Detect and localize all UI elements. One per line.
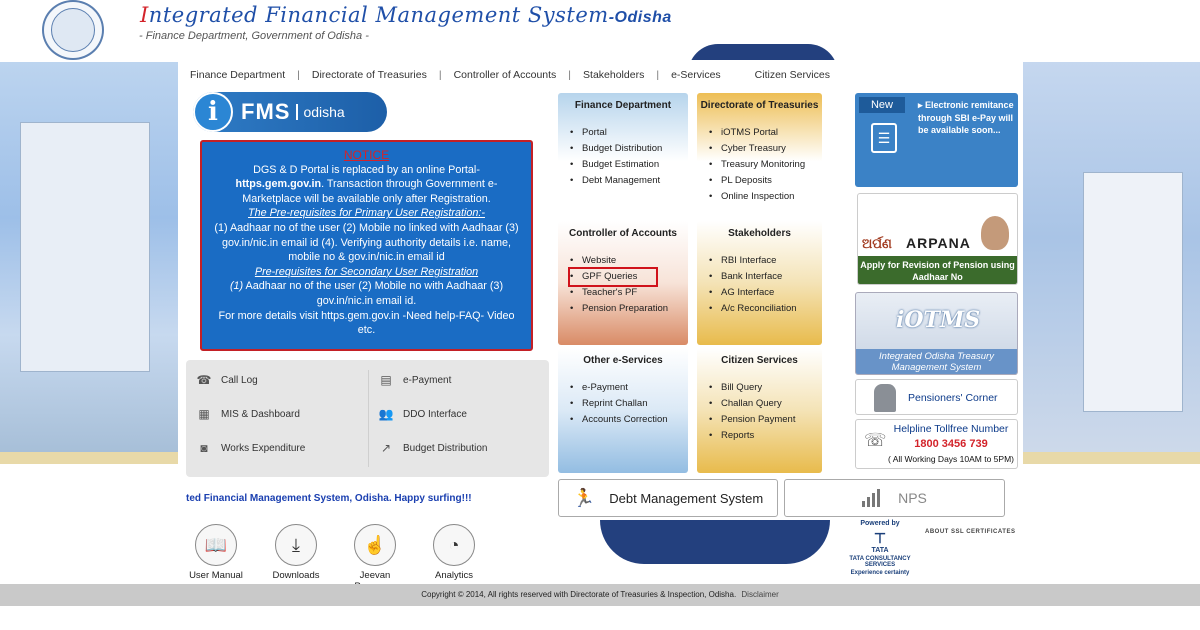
link-website[interactable]: • Website (570, 253, 688, 269)
notice-secondary-text: (1) Aadhaar no of the user (2) Mobile no with Aadhaar (3) gov.in/nic.in email id. (229, 280, 504, 307)
arpana-odia-text: ଅର୍ପଣ (862, 236, 892, 251)
iotms-logo-text: iOTMS (896, 307, 981, 333)
ifms-logo[interactable] (193, 92, 387, 132)
book-icon: 📖 (195, 524, 237, 566)
quick-link-mis-dashboard[interactable]: ▦ MIS & Dashboard (196, 408, 300, 421)
box-title: Stakeholders (728, 228, 791, 239)
pensioner-icon (874, 384, 896, 412)
box-title: Other e-Services (583, 355, 663, 366)
pie-chart-icon: ◔ (433, 524, 475, 566)
quick-link-ddo-interface[interactable]: 👥 DDO Interface (378, 407, 467, 421)
notice-primary-heading: The Pre-requisites for Primary User Registration:- (248, 207, 485, 220)
ssl-certificates-link[interactable]: ABOUT SSL CERTIFICATES (925, 529, 1016, 535)
nav-separator: | (297, 69, 300, 81)
chart-icon: ▦ (198, 407, 210, 421)
link-reports[interactable]: • Reports (709, 428, 822, 444)
touch-icon: ☝ (354, 524, 396, 566)
link-budget-distribution[interactable]: • Budget Distribution (570, 141, 688, 157)
notice-panel (200, 140, 533, 351)
downloads-link[interactable]: ⤓ Downloads (261, 524, 331, 581)
debt-management-system-button[interactable]: 🏃 Debt Management System (558, 479, 778, 517)
link-ac-reconciliation[interactable]: • A/c Reconciliation (709, 301, 822, 317)
nav-stakeholders[interactable]: Stakeholders (583, 69, 645, 81)
nav-directorate-of-treasuries[interactable]: Directorate of Treasuries (311, 69, 427, 81)
helpline-number[interactable]: 1800 3456 739 (914, 438, 988, 450)
tata-brand: TATA (871, 547, 889, 554)
box-stakeholders (697, 221, 822, 345)
nav-separator: | (568, 69, 572, 81)
nps-button[interactable]: NPS (784, 479, 1005, 517)
quick-link-call-log[interactable]: ☎ Call Log (196, 373, 258, 387)
pensioners-corner-label: Pensioners' Corner (908, 392, 998, 404)
notice-primary-text: (1) Aadhaar no of the user (2) Mobile no linked with Aadhaar (3) gov.in/nic.in email id (4). Verifying authority details i.e. name, mobile no & gov.in/nic.in email id (214, 221, 519, 264)
box-citizen-services (697, 348, 822, 473)
link-accounts-correction[interactable]: • Accounts Correction (570, 412, 688, 428)
box-title: Citizen Services (721, 355, 798, 366)
tile-pensioners-corner[interactable] (855, 379, 1018, 415)
quick-link-budget-distribution[interactable]: ↗ Budget Distribution (378, 442, 488, 455)
box-directorate-of-treasuries (697, 93, 822, 217)
arpana-title: ARPANA (906, 235, 971, 251)
box-controller-of-accounts (558, 221, 688, 345)
link-debt-management[interactable]: • Debt Management (570, 173, 688, 189)
box-title: Finance Department (574, 100, 672, 111)
link-bank-interface[interactable]: • Bank Interface (709, 269, 822, 285)
link-rbi-interface[interactable]: • RBI Interface (709, 253, 822, 269)
box-finance-department (558, 93, 688, 217)
tile-helpline (855, 419, 1018, 469)
link-budget-estimation[interactable]: • Budget Estimation (570, 157, 688, 173)
odisha-emblem-logo (42, 0, 104, 60)
nav-separator: | (656, 69, 660, 81)
left-background-image (0, 62, 178, 452)
download-icon: ⤓ (275, 524, 317, 566)
quick-links-panel (186, 360, 549, 477)
tile-iotms[interactable] (855, 292, 1018, 375)
top-navigation (178, 62, 868, 88)
coins-icon: ◙ (200, 441, 208, 455)
divider (368, 370, 369, 467)
building-shape (20, 122, 150, 372)
bar-chart-icon (862, 489, 880, 507)
notice-secondary-heading: Pre-requisites for Secondary User Registration (254, 265, 479, 278)
touch-document-icon: ☰ (871, 123, 897, 153)
link-challan-query[interactable]: • Challan Query (709, 396, 822, 412)
user-manual-link[interactable]: 📖 User Manual (181, 524, 251, 581)
tile-arpana[interactable] (857, 193, 1018, 285)
disclaimer-link[interactable]: Disclaimer (741, 590, 779, 599)
copyright-text: Copyright © 2014, All rights reserved with Directorate of Treasuries & Inspection, Odisha. (421, 590, 737, 599)
marquee-ticker: ted Financial Management System, Odisha. Happy surfing!!! (186, 493, 472, 504)
link-pension-preparation[interactable]: • Pension Preparation (570, 301, 688, 317)
link-pl-deposits[interactable]: • PL Deposits (709, 173, 822, 189)
building-shape (1083, 172, 1183, 412)
arpana-caption: Apply for Revision of Pension using Aadhaar No (858, 256, 1017, 285)
link-gpf-queries[interactable]: • GPF Queries (570, 269, 656, 285)
nav-citizen-services[interactable]: Citizen Services (754, 69, 830, 81)
users-icon: 👥 (378, 407, 394, 421)
box-title: Controller of Accounts (569, 228, 677, 239)
bottom-icon-row (186, 524, 486, 580)
portrait-image (981, 216, 1009, 250)
link-e-payment[interactable]: • e-Payment (570, 380, 688, 396)
powered-by-tcs[interactable]: Powered by ⊤ TATA TATA CONSULTANCY SERVICES Experience certainty (840, 520, 920, 576)
tcs-name: TATA CONSULTANCY SERVICES (849, 556, 911, 568)
quick-link-e-payment[interactable]: ▤ e-Payment (378, 374, 451, 387)
footer (0, 584, 1200, 606)
headset-icon: ☏ (864, 430, 887, 450)
tata-logo-icon: ⊤ (873, 530, 887, 546)
notice-line1: DGS & D Portal is replaced by an online Portal-https.gem.gov.in. Transaction through Government e-Marketplace will be available only after Registration. (235, 163, 498, 205)
trend-icon: ↗ (380, 441, 392, 455)
link-reprint-challan[interactable]: • Reprint Challan (570, 396, 688, 412)
link-bill-query[interactable]: • Bill Query (709, 380, 822, 396)
iotms-caption: Integrated Odisha Treasury Management System (856, 349, 1017, 375)
ifms-logo-letter: i (193, 92, 233, 132)
nav-separator: | (438, 69, 442, 81)
announcement-text: ▸ Electronic remitance through SBI e-Pay will be available soon... (918, 100, 1014, 135)
decorative-arc (600, 520, 830, 564)
box-other-e-services (558, 348, 688, 473)
ifms-logo-region: odisha (296, 104, 344, 120)
nav-controller-of-accounts[interactable]: Controller of Accounts (453, 69, 557, 81)
nav-finance-department[interactable]: Finance Department (190, 69, 286, 81)
link-ag-interface[interactable]: • AG Interface (709, 285, 822, 301)
quick-link-works-expenditure[interactable]: ◙ Works Expenditure (196, 442, 305, 455)
tcs-tagline: Experience certainty (850, 570, 910, 576)
link-teachers-pf[interactable]: • Teacher's PF (570, 285, 688, 301)
link-portal[interactable]: • Portal (570, 125, 688, 141)
helpline-hours: ( All Working Days 10AM to 5PM) (888, 454, 1014, 464)
phone-icon: ☎ (196, 373, 212, 387)
helpline-title: Helpline Tollfree Number (893, 423, 1009, 435)
ifms-logo-text: FMS (241, 99, 291, 124)
link-pension-payment[interactable]: • Pension Payment (709, 412, 822, 428)
analytics-link[interactable]: ◔ Analytics (419, 524, 489, 581)
link-cyber-treasury[interactable]: • Cyber Treasury (709, 141, 822, 157)
right-background-image (1023, 62, 1200, 452)
new-badge: New (859, 97, 905, 113)
link-online-inspection[interactable]: • Online Inspection (709, 189, 822, 205)
notice-title: NOTICE (343, 148, 390, 162)
jeevan-pramman-link[interactable]: ☝ Jeevan (340, 524, 410, 592)
link-treasury-monitoring[interactable]: • Treasury Monitoring (709, 157, 822, 173)
site-subtitle: - Finance Department, Government of Odisha - (139, 30, 369, 42)
box-title: Directorate of Treasuries (700, 100, 819, 111)
runner-icon: 🏃 (572, 487, 596, 508)
payment-icon: ▤ (380, 373, 392, 387)
nav-e-services[interactable]: e-Services (671, 69, 721, 81)
link-iotms-portal[interactable]: • iOTMS Portal (709, 125, 822, 141)
notice-more: For more details visit https.gem.gov.in -Need help-FAQ- Video etc. (218, 309, 515, 337)
site-title: Integrated Financial Management System-Odisha (140, 3, 672, 27)
tile-sbi-epay-announcement[interactable] (855, 93, 1018, 187)
